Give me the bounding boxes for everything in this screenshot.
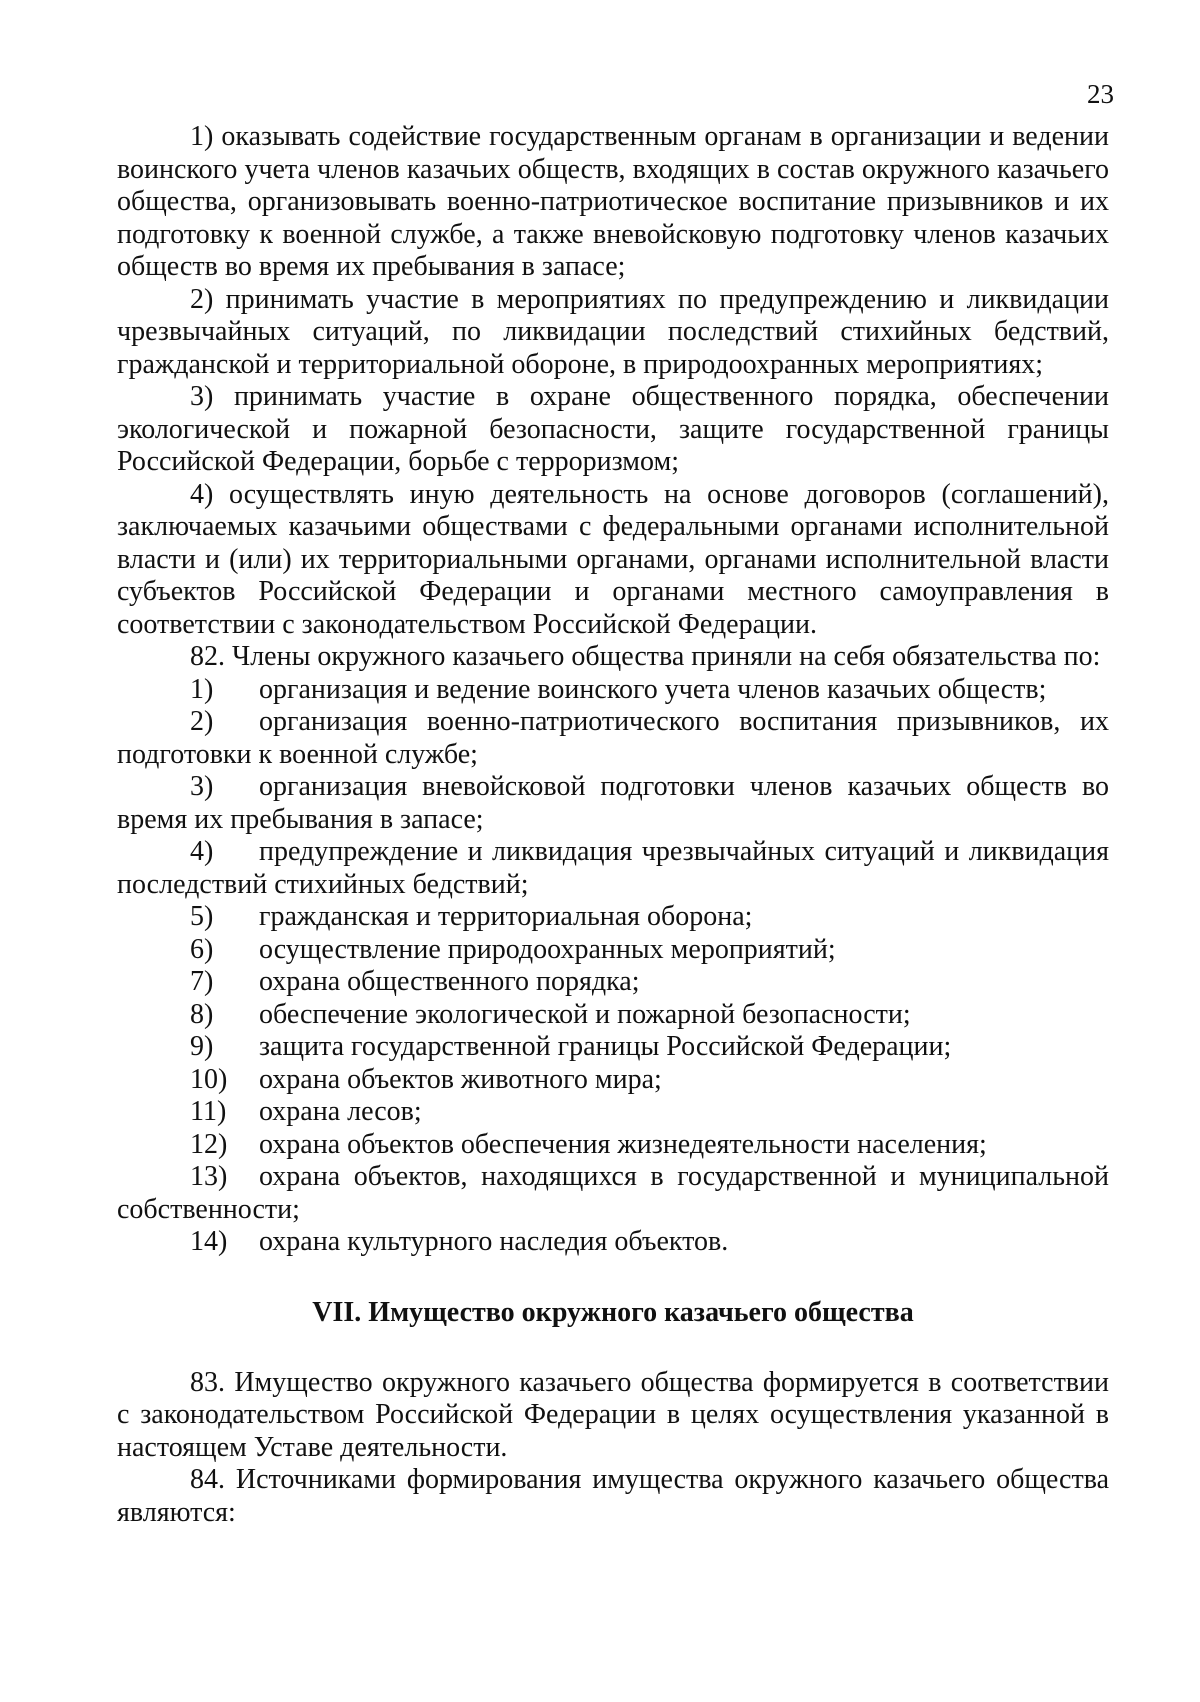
list-item (117, 1129, 1109, 1162)
list-item (117, 771, 1109, 836)
list-item-number: 14) (190, 1226, 228, 1257)
list-item (117, 1226, 1109, 1259)
list-item-number: 3) (190, 771, 214, 802)
list-item-text: обеспечение экологической и пожарной безопасности; (259, 998, 911, 1030)
list-item (117, 934, 1109, 967)
list-item-text: охрана объектов, находящихся в государственной и муниципальной собственности; (117, 1161, 1109, 1225)
list-item-number: 6) (190, 933, 214, 965)
list-item (117, 999, 1109, 1032)
list-item (117, 1064, 1109, 1097)
list-item (117, 836, 1109, 901)
list-item-text: охрана объектов обеспечения жизнедеятельности населения; (259, 1128, 987, 1160)
list-item-number: 4) (190, 836, 214, 867)
list-item-text: организация военно-патриотического воспитания призывников, их подготовки к военной службе; (117, 706, 1109, 770)
list-item-number: 7) (190, 966, 214, 997)
list-item (117, 1096, 1109, 1129)
list-item (117, 1031, 1109, 1064)
list-item (117, 966, 1109, 999)
paragraph-82: 82. Члены окружного казачьего общества приняли на себя обязательства по: (190, 641, 1101, 672)
list-item-text: гражданская и территориальная оборона; (259, 901, 753, 932)
document-body (117, 121, 1109, 1529)
paragraph-84: 84. Источниками формирования имущества окружного казачьего общества являются: (117, 1464, 1109, 1528)
list-item-text: охрана объектов животного мира; (259, 1063, 662, 1095)
list-item-text: охрана лесов; (259, 1096, 422, 1127)
list-item-number: 9) (190, 1031, 214, 1062)
paragraph-duty-4: 4) осуществлять иную деятельность на основе договоров (соглашений), заключаемых казачьими обществами с федеральными органами исполнительной власти и (или) их территориальными органами, органами исполнительной власти субъектов Российской Федерации и органами местного самоуправления в соответствии с законодательством Российской Федерации. (117, 478, 1109, 640)
list-item-number: 10) (190, 1063, 228, 1095)
list-item (117, 674, 1109, 707)
list-item-number: 5) (190, 901, 214, 932)
list-item-number: 12) (190, 1128, 228, 1160)
list-item-text: охрана общественного порядка; (259, 966, 640, 997)
list-item (117, 706, 1109, 771)
list-item-number: 2) (190, 706, 214, 737)
list-item-number: 1) (190, 673, 214, 705)
list-item-text: предупреждение и ликвидация чрезвычайных ситуаций и ликвидация последствий стихийных бедствий; (117, 836, 1109, 900)
paragraph-duty-3: 3) принимать участие в охране общественного порядка, обеспечении экологической и пожарной безопасности, защите государственной границы Российской Федерации, борьбе с терроризмом; (117, 381, 1109, 477)
list-item-number: 8) (190, 998, 214, 1030)
list-item-text: организация вневойсковой подготовки членов казачьих обществ во время их пребывания в запасе; (117, 771, 1109, 835)
list-item-text: осуществление природоохранных мероприятий; (259, 933, 836, 965)
list-item-number: 11) (190, 1096, 227, 1127)
list-item-text: организация и ведение воинского учета членов казачьих обществ; (259, 673, 1047, 705)
list-item-text: защита государственной границы Российской Федерации; (259, 1031, 952, 1062)
list-item (117, 1161, 1109, 1226)
obligations-list (117, 674, 1109, 1259)
page-number: 23 (1087, 79, 1114, 109)
list-item-text: охрана культурного наследия объектов. (259, 1226, 729, 1257)
list-item (117, 901, 1109, 934)
section-heading: VII. Имущество окружного казачьего общества (312, 1296, 914, 1328)
paragraph-duty-2: 2) принимать участие в мероприятиях по предупреждению и ликвидации чрезвычайных ситуаций, по ликвидации последствий стихийных бедствий, гражданской и территориальной обороне, в природоохранных мероприятиях; (117, 283, 1109, 380)
paragraph-83: 83. Имущество окружного казачьего общества формируется в соответствии с законодательством Российской Федерации в целях осуществления указанной в настоящем Уставе деятельности. (117, 1366, 1109, 1463)
list-item-number: 13) (190, 1161, 228, 1192)
paragraph-duty-1: 1) оказывать содействие государственным органам в организации и ведении воинского учета членов казачьих обществ, входящих в состав окружного казачьего общества, организовывать военно-патриотическое воспитание призывников и их подготовку к военной службе, а также вневойсковую подготовку членов казачьих обществ во время их пребывания в запасе; (117, 121, 1109, 282)
